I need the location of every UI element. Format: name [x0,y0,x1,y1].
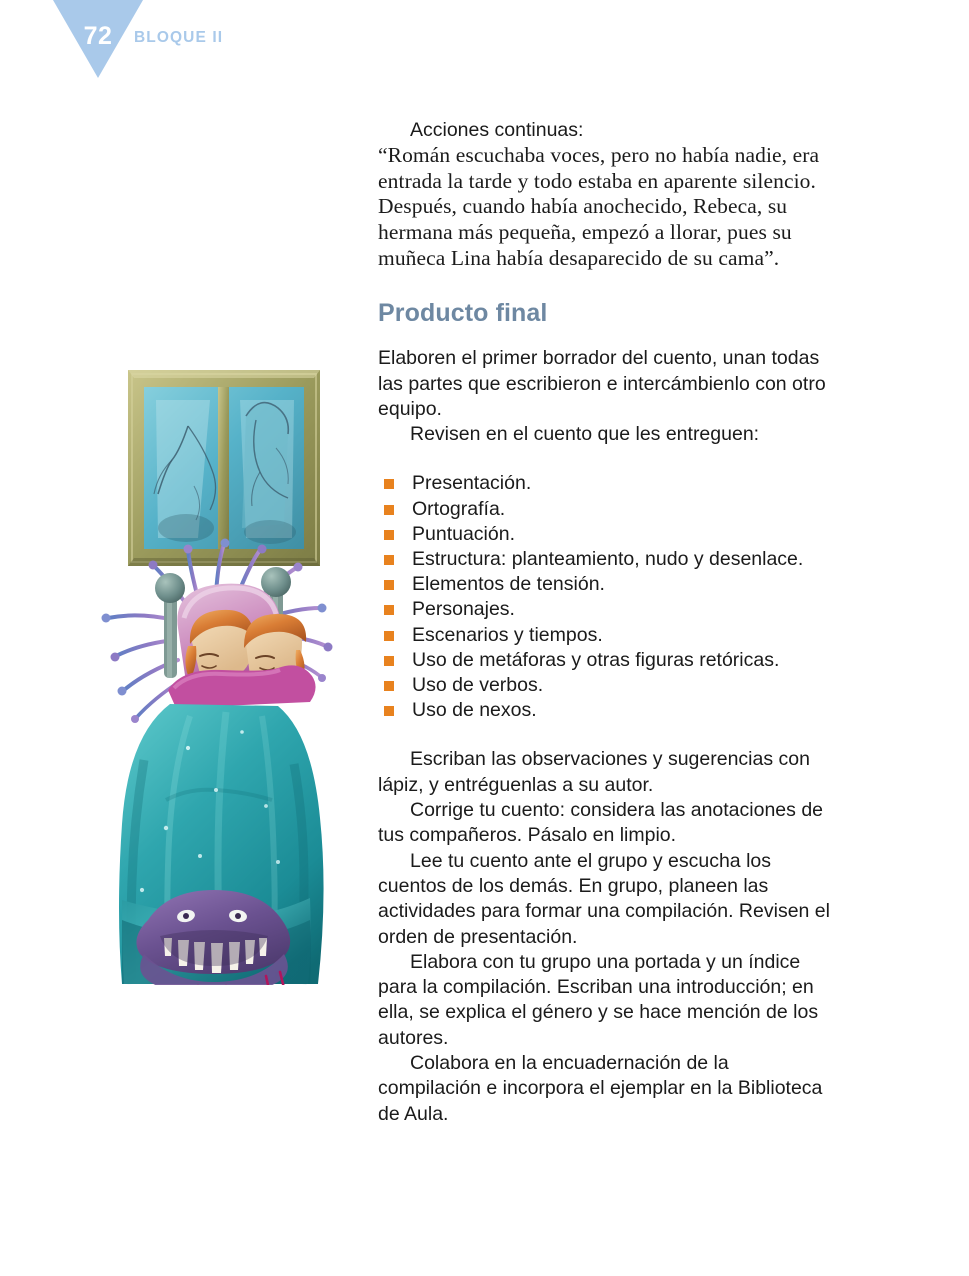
list-item-label: Puntuación. [412,522,515,545]
bullet-square-icon [384,505,394,515]
paragraph-2: Revisen en el cuento que les entreguen: [410,423,760,446]
list-item [384,522,830,547]
bullet-square-icon [384,706,394,716]
review-checklist [378,471,830,723]
bullet-square-icon [384,605,394,615]
page-header [0,0,969,90]
list-item-label: Estructura: planteamiento, nudo y desenlace. [412,548,804,571]
list-item-label: Personajes. [412,598,515,621]
paragraph-1: Elaboren el primer borrador del cuento, unan todas las partes que escribieron e intercámbienlo con otro equipo. [378,347,826,420]
story-quote: “Román escuchaba voces, pero no había nadie, era entrada la tarde y todo estaba en aparente silencio. Después, cuando había anochecido, Rebeca, su hermana más pequeña, empezó a llorar, pues su muñeca Lina había desaparecido de su cama”. [378,143,820,270]
list-item [384,698,830,723]
paragraph-7: Colabora en la encuadernación de la compilación e incorpora el ejemplar en la Biblioteca de Aula. [378,1052,823,1125]
bullet-square-icon [384,631,394,641]
list-item-label: Uso de verbos. [412,674,544,697]
block-label: BLOQUE II [134,29,224,46]
bullet-square-icon [384,555,394,565]
list-item [384,547,830,572]
list-item-label: Uso de nexos. [412,699,537,722]
paragraph-4: Corrige tu cuento: considera las anotaciones de tus compañeros. Pásalo en limpio. [378,799,824,847]
bullet-square-icon [384,656,394,666]
page-number: 72 [83,22,113,50]
intro-label: Acciones continuas: [410,119,584,141]
list-item-label: Escenarios y tiempos. [412,623,603,646]
bullet-square-icon [384,580,394,590]
paragraph-3: Escriban las observaciones y sugerencias con lápiz, y entréguenlas a su autor. [378,748,810,796]
text-column [378,118,830,1127]
paragraph-5: Lee tu cuento ante el grupo y escucha los cuentos de los demás. En grupo, planeen las actividades para formar una compilación. Revisen el orden de presentación. [378,849,830,948]
list-item-label: Uso de metáforas y otras figuras retóricas. [412,648,780,671]
list-item [384,497,830,522]
list-item [384,648,830,673]
list-item [384,673,830,698]
list-item-label: Presentación. [412,472,532,495]
list-item-label: Elementos de tensión. [412,573,605,596]
illustration-bed-monster [70,360,360,985]
bullet-square-icon [384,479,394,489]
paragraph-6: Elabora con tu grupo una portada y un índice para la compilación. Escriban una introducción; en ella, se explica el género y se hace mención de los autores. [378,950,819,1049]
bullet-square-icon [384,530,394,540]
window-illustration [128,370,320,566]
bullet-square-icon [384,681,394,691]
list-item [384,623,830,648]
list-item [384,572,830,597]
list-item [384,471,830,496]
list-item-label: Ortografía. [412,497,506,520]
section-heading: Producto final [378,299,548,328]
list-item [384,597,830,622]
